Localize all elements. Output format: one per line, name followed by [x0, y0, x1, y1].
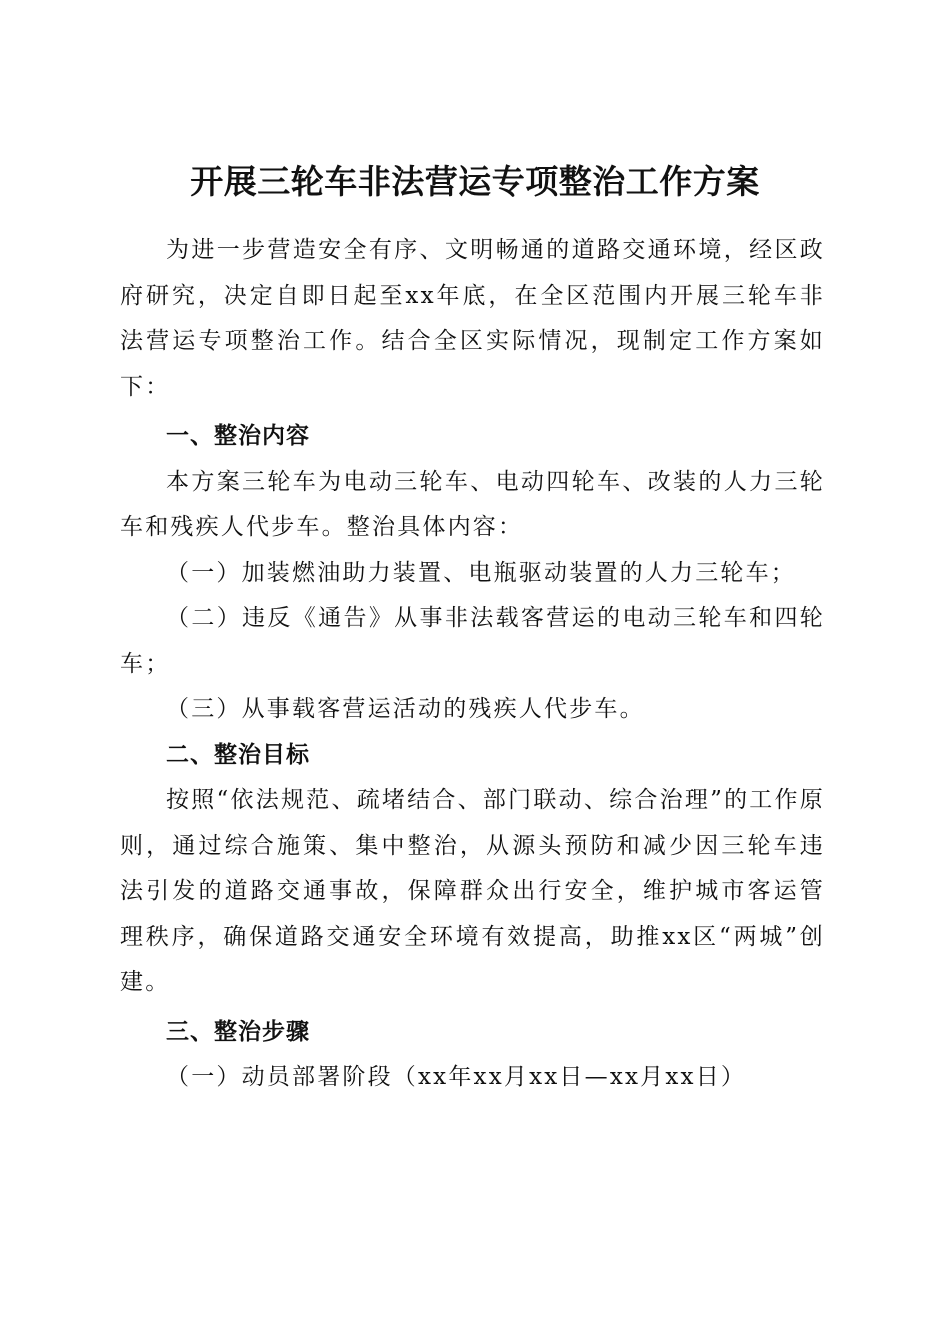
content-item-3: （三）从事载客营运活动的残疾人代步车。 — [166, 696, 645, 722]
document-title: 开展三轮车非法营运专项整治工作方案 — [190, 162, 760, 202]
section-heading-content: 一、整治内容 — [166, 423, 310, 449]
content-item-2: （二）违反《通告》从事非法载客营运的电动三轮车和四轮车； — [120, 605, 825, 677]
steps-item-1: （一）动员部署阶段（xx年xx月xx日—xx月xx日） — [166, 1064, 747, 1090]
document-body — [120, 228, 825, 1101]
content-item-1: （一）加装燃油助力装置、电瓶驱动装置的人力三轮车； — [166, 559, 796, 586]
goal-paragraph: 按照“依法规范、疏堵结合、部门联动、综合治理”的工作原则，通过综合施策、集中整治，从源头预防和减少因三轮车违法引发的道路交通事故，保障群众出行安全，维护城市客运管理秩序，确保道路交通安全环境有效提高，助推xx区“两城”创建。 — [120, 787, 825, 995]
content-paragraph: 本方案三轮车为电动三轮车、电动四轮车、改装的人力三轮车和残疾人代步车。整治具体内容： — [120, 468, 825, 540]
section-heading-steps: 三、整治步骤 — [166, 1018, 310, 1045]
intro-paragraph: 为进一步营造安全有序、文明畅通的道路交通环境，经区政府研究，决定自即日起至xx年底，在全区范围内开展三轮车非法营运专项整治工作。结合全区实际情况，现制定工作方案如下： — [120, 237, 825, 400]
section-heading-goal: 二、整治目标 — [166, 741, 310, 768]
